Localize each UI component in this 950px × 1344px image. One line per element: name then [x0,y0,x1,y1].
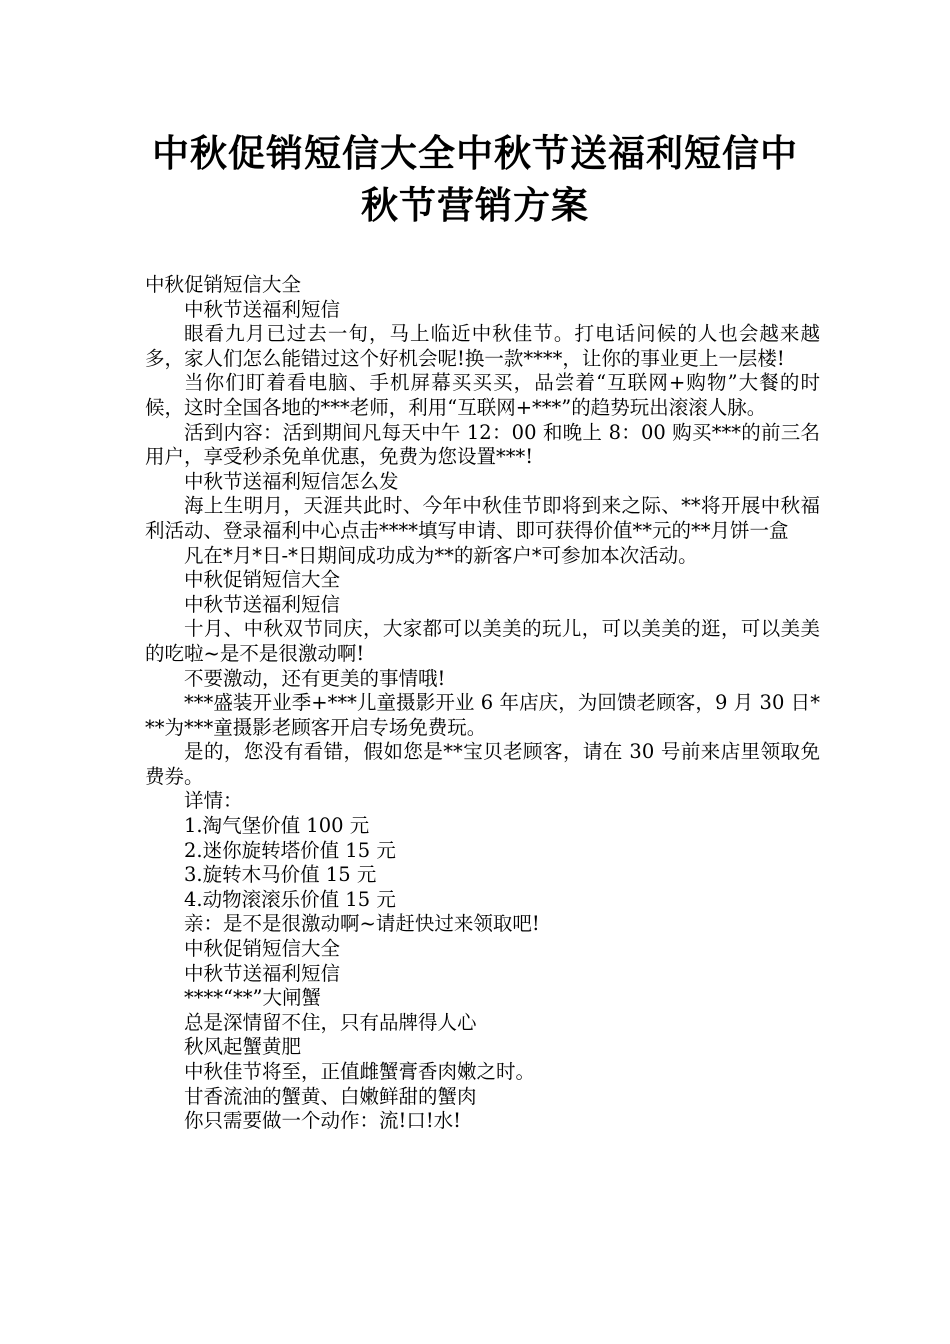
paragraph: 凡在*月*日-*日期间成功成为**的新客户*可参加本次活动。 [184,543,698,567]
paragraph: 你只需要做一个动作：流!口!水! [184,1109,462,1133]
paragraph: 中秋节送福利短信 [184,961,341,985]
document-title: 中秋促销短信大全中秋节送福利短信中秋节营销方案 [152,132,798,227]
paragraph: 总是深情留不住，只有品牌得人心 [184,1010,477,1034]
paragraph: 不要激动，还有更美的事情哦! [184,666,446,690]
paragraph: 中秋佳节将至，正值雌蟹膏香肉嫩之时。 [184,1060,536,1083]
paragraph: 2.迷你旋转塔价值 15 元 [184,838,396,862]
paragraph: 详情： [184,789,243,813]
paragraph: 当你们盯着看电脑、手机屏幕买买买，品尝着“互联网+购物”大餐的时候，这时全国各地的***老师，利用“互联网+***”的趋势玩出滚滚人脉。 [145,371,820,419]
paragraph: ****“**”大闸蟹 [184,986,321,1010]
paragraph: 眼看九月已过去一旬，马上临近中秋佳节。打电话问候的人也会越来越多，家人们怎么能错过这个好机会呢!换一款****，让你的事业更上一层楼! [145,322,820,370]
paragraph: 中秋促销短信大全 [184,937,341,961]
paragraph: 秋风起蟹黄肥 [184,1035,302,1059]
paragraph: 3.旋转木马价值 15 元 [184,863,377,887]
paragraph: 中秋促销短信大全 [145,273,302,296]
paragraph: 海上生明月，天涯共此时、今年中秋佳节即将到来之际、**将开展中秋福利活动、登录福利中心点击****填写申请、即可获得价值**元的**月饼一盒 [145,494,820,542]
paragraph: 中秋促销短信大全 [184,568,341,592]
paragraph: 亲：是不是很激动啊~请赶快过来领取吧! [184,912,540,936]
document-body [145,273,820,1134]
paragraph: 4.动物滚滚乐价值 15 元 [184,887,396,911]
paragraph: 十月、中秋双节同庆，大家都可以美美的玩儿，可以美美的逛，可以美美的吃啦~是不是很激动啊! [145,617,820,665]
paragraph: 中秋节送福利短信 [184,592,341,616]
paragraph: 1.淘气堡价值 100 元 [184,814,370,838]
paragraph: 是的，您没有看错，假如您是**宝贝老顾客，请在 30 号前来店里领取免费券。 [145,740,820,788]
paragraph: 中秋节送福利短信怎么发 [184,469,399,493]
paragraph: ***盛装开业季+***儿童摄影开业 6 年店庆，为回馈老顾客，9 月 30 日***为***童摄影老顾客开启专场免费玩。 [145,691,820,739]
paragraph: 中秋节送福利短信 [184,297,341,321]
paragraph: 活到内容：活到期间凡每天中午 12：00 和晚上 8：00 购买***的前三名用户，享受秒杀免单优惠，免费为您设置***! [145,420,820,469]
paragraph: 甘香流油的蟹黄、白嫩鲜甜的蟹肉 [184,1084,477,1108]
